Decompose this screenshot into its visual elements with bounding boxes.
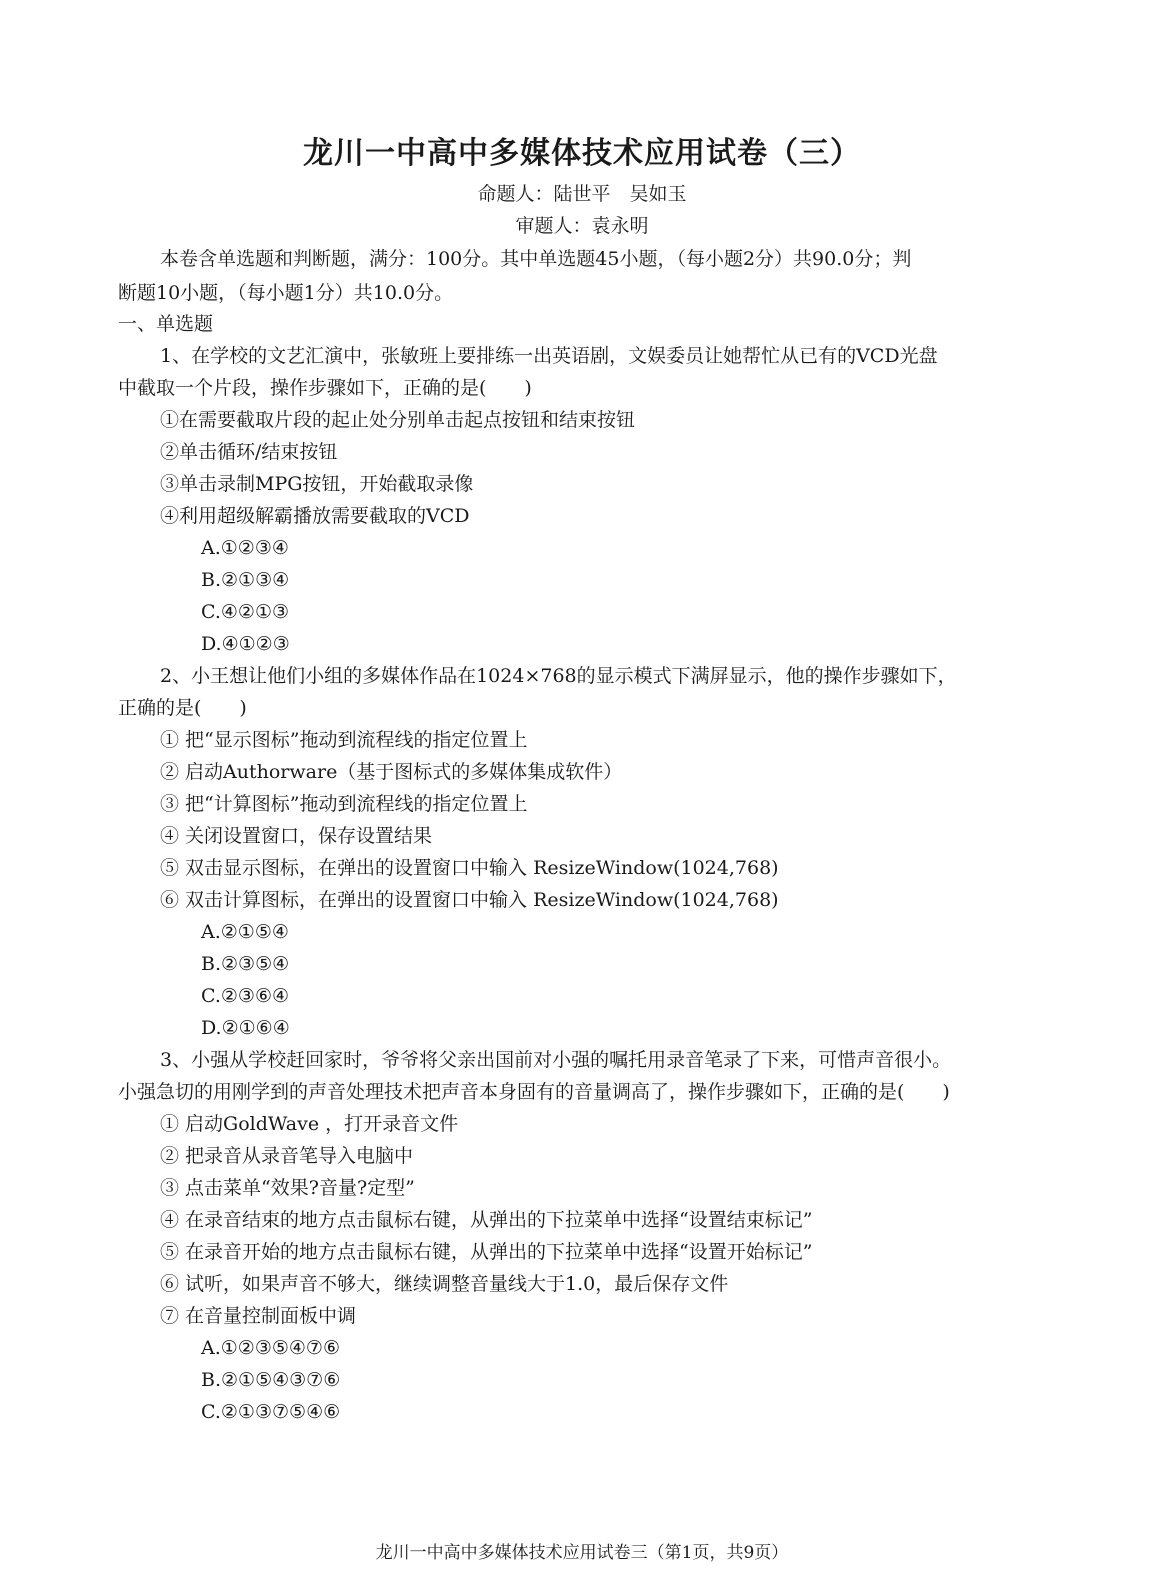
- intro-line-2: 断题10小题，（每小题1分）共10.0分。: [118, 282, 454, 304]
- q3-step: ③ 点击菜单“效果?音量?定型”: [160, 1177, 415, 1199]
- q2-option-b: B.②③⑤④: [201, 953, 290, 975]
- page-footer: 龙川一中高中多媒体技术应用试卷三（第1页，共9页）: [375, 1543, 789, 1563]
- q3-step: ④ 在录音结束的地方点击鼠标右键，从弹出的下拉菜单中选择“设置结束标记”: [160, 1209, 813, 1231]
- q1-option-b: B.②①③④: [201, 569, 290, 591]
- document-title: 龙川一中高中多媒体技术应用试卷（三）: [303, 136, 861, 171]
- q1-stem-line-2: 中截取一个片段，操作步骤如下，正确的是( ): [118, 377, 532, 399]
- q2-option-d: D.②①⑥④: [201, 1017, 290, 1039]
- q3-step: ① 启动GoldWave ，打开录音文件: [160, 1113, 459, 1135]
- q1-option-a: A.①②③④: [201, 537, 289, 559]
- q2-step: ④ 关闭设置窗口，保存设置结果: [160, 825, 433, 847]
- q3-step: ② 把录音从录音笔导入电脑中: [160, 1145, 414, 1167]
- reviewer-line: 审题人：袁永明: [515, 215, 649, 237]
- q3-stem-line-1: 3、小强从学校赶回家时，爷爷将父亲出国前对小强的嘱托用录音笔录了下来，可惜声音很小。: [160, 1049, 952, 1071]
- q2-step: ③ 把“计算图标”拖动到流程线的指定位置上: [160, 793, 528, 815]
- q1-step: ③单击录制MPG按钮，开始截取录像: [160, 473, 474, 495]
- q1-option-d: D.④①②③: [201, 633, 290, 655]
- q2-step: ⑥ 双击计算图标，在弹出的设置窗口中输入 ResizeWindow(1024,768): [160, 889, 779, 911]
- q3-step: ⑤ 在录音开始的地方点击鼠标右键，从弹出的下拉菜单中选择“设置开始标记”: [160, 1241, 813, 1263]
- q2-option-c: C.②③⑥④: [201, 985, 290, 1007]
- q2-stem-line-2: 正确的是( ): [118, 697, 247, 719]
- q3-option-c: C.②①③⑦⑤④⑥: [201, 1401, 341, 1423]
- q3-option-b: B.②①⑤④③⑦⑥: [201, 1369, 341, 1391]
- q2-step: ① 把“显示图标”拖动到流程线的指定位置上: [160, 729, 528, 751]
- q2-stem-line-1: 2、小王想让他们小组的多媒体作品在1024×768的显示模式下满屏显示，他的操作步骤如下，: [160, 665, 957, 687]
- q2-step: ② 启动Authorware（基于图标式的多媒体集成软件）: [160, 761, 623, 783]
- q2-option-a: A.②①⑤④: [201, 921, 289, 943]
- q3-step: ⑦ 在音量控制面板中调: [160, 1305, 357, 1327]
- authors-line: 命题人：陆世平 吴如玉: [477, 183, 687, 205]
- intro-line-1: 本卷含单选题和判断题，满分：100分。其中单选题45小题，（每小题2分）共90.0分；判: [160, 248, 912, 270]
- q1-step: ④利用超级解霸播放需要截取的VCD: [160, 505, 470, 527]
- q3-step: ⑥ 试听，如果声音不够大，继续调整音量线大于1.0，最后保存文件: [160, 1273, 729, 1295]
- q2-step: ⑤ 双击显示图标，在弹出的设置窗口中输入 ResizeWindow(1024,768): [160, 857, 779, 879]
- section-title: 一、单选题: [118, 313, 214, 335]
- q1-step: ②单击循环/结束按钮: [160, 441, 338, 463]
- q3-stem-line-2: 小强急切的用刚学到的声音处理技术把声音本身固有的音量调高了，操作步骤如下，正确的是( ): [118, 1081, 950, 1103]
- q1-stem-line-1: 1、在学校的文艺汇演中，张敏班上要排练一出英语剧，文娱委员让她帮忙从已有的VCD光盘: [160, 345, 938, 367]
- q1-option-c: C.④②①③: [201, 601, 290, 623]
- q3-option-a: A.①②③⑤④⑦⑥: [201, 1337, 340, 1359]
- q1-step: ①在需要截取片段的起止处分别单击起点按钮和结束按钮: [160, 409, 636, 431]
